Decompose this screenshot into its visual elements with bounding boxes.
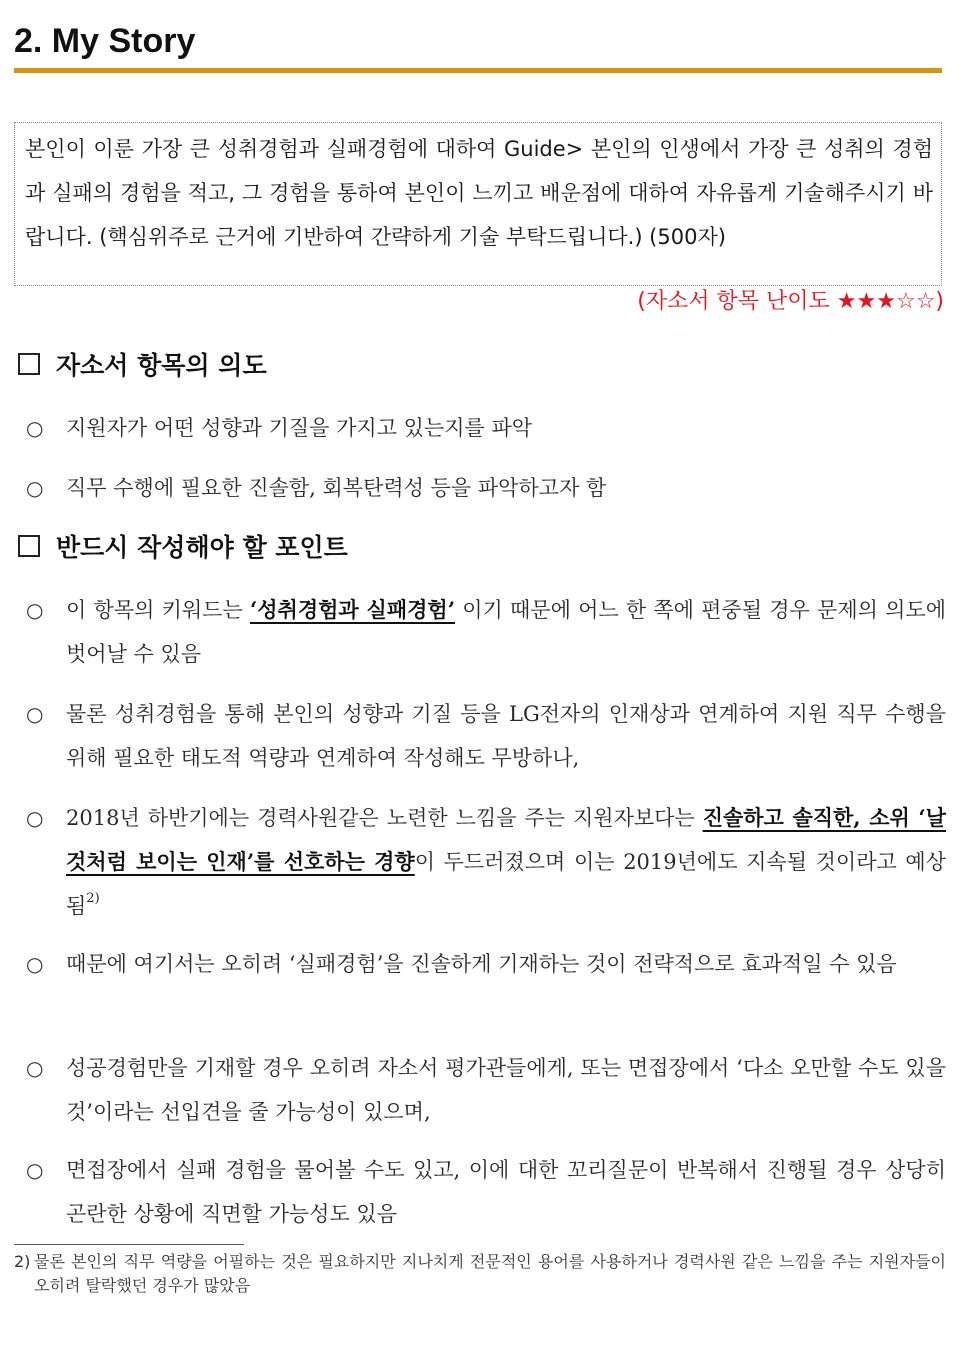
circle-bullet-icon: ○ bbox=[26, 416, 44, 440]
section-heading-points bbox=[14, 528, 348, 564]
circle-bullet-icon: ○ bbox=[26, 1056, 44, 1080]
checkbox-icon bbox=[18, 535, 40, 557]
keyword-highlight: ‘성취경험과 실패경험’ bbox=[249, 597, 456, 622]
page-title: 2. My Story bbox=[14, 22, 196, 60]
title-underline bbox=[14, 68, 942, 73]
list-item bbox=[26, 588, 946, 676]
footnote-number: 2) bbox=[14, 1252, 31, 1271]
circle-bullet-icon: ○ bbox=[26, 476, 44, 500]
section-heading-text: 자소서 항목의 의도 bbox=[56, 351, 267, 380]
question-box bbox=[14, 122, 942, 286]
list-item bbox=[26, 406, 946, 450]
list-item-text: 때문에 여기서는 오히려 ‘실패경험’을 진솔하게 기재하는 것이 전략적으로 효과적일 수 있음 bbox=[66, 952, 897, 976]
circle-bullet-icon: ○ bbox=[26, 952, 44, 976]
list-item bbox=[26, 692, 946, 780]
circle-bullet-icon: ○ bbox=[26, 598, 44, 622]
list-item bbox=[26, 466, 946, 510]
list-item-text bbox=[26, 796, 946, 928]
difficulty-rating: (자소서 항목 난이도 ★★★☆☆) bbox=[637, 289, 944, 314]
list-item-text: 성공경험만을 기재할 경우 오히려 자소서 평가관들에게, 또는 면접장에서 ‘다소 오만할 수도 있을 것’이라는 선입견을 줄 가능성이 있으며, bbox=[66, 1056, 946, 1124]
text-segment: 이 두드러졌으며 이는 2019년에도 지속될 것이라고 예상됨 bbox=[66, 850, 946, 918]
checkbox-icon bbox=[18, 353, 40, 375]
list-item bbox=[26, 942, 946, 986]
list-item bbox=[26, 1046, 946, 1134]
list-item-text bbox=[26, 588, 946, 676]
keyword-highlight: 진솔하고 솔직한, 소위 ‘날것처럼 보이는 인재’를 선호하는 경향 bbox=[66, 805, 946, 874]
list-item bbox=[26, 796, 946, 928]
list-item-text: 물론 성취경험을 통해 본인의 성향과 기질 등을 LG전자의 인재상과 연계하여 지원 직무 수행을 위해 필요한 태도적 역량과 연계하여 작성해도 무방하나, bbox=[66, 702, 946, 770]
section-heading-text: 반드시 작성해야 할 포인트 bbox=[56, 533, 348, 562]
list-item-text: 면접장에서 실패 경험을 물어볼 수도 있고, 이에 대한 꼬리질문이 반복해서 진행될 경우 상당히 곤란한 상황에 직면할 가능성도 있음 bbox=[66, 1158, 946, 1226]
text-segment: 이기 때문에 어느 한 쪽에 편중될 경우 문제의 의도에 벗어날 수 있음 bbox=[66, 598, 946, 666]
footnote-divider bbox=[14, 1244, 244, 1245]
section-heading-intent bbox=[14, 346, 267, 382]
footnote-text: 물론 본인의 직무 역량을 어필하는 것은 필요하지만 지나치게 전문적인 용어를 사용하거나 경력사원 같은 느낌을 주는 지원자들이 오히려 탈락했던 경우가 많았음 bbox=[34, 1252, 946, 1295]
text-segment: 이 항목의 키워드는 bbox=[66, 598, 250, 622]
question-text: 본인이 이룬 가장 큰 성취경험과 실패경험에 대하여 Guide> 본인의 인생에서 가장 큰 성취의 경험과 실패의 경험을 적고, 그 경험을 통하여 본인이 느끼고 배운점에 대하여 자유롭게 기술해주시기 바랍니다. (핵심위주로 근거에 기반하여 간략하게 기술 부탁드립니다.) (500자) bbox=[25, 137, 933, 249]
footnote bbox=[14, 1250, 946, 1298]
footnote-ref: 2) bbox=[86, 891, 100, 906]
circle-bullet-icon: ○ bbox=[26, 806, 44, 830]
list-item-text: 지원자가 어떤 성향과 기질을 가지고 있는지를 파악 bbox=[66, 416, 533, 440]
list-item-text: 직무 수행에 필요한 진솔함, 회복탄력성 등을 파악하고자 함 bbox=[66, 476, 607, 500]
circle-bullet-icon: ○ bbox=[26, 1158, 44, 1182]
text-segment: 2018년 하반기에는 경력사원같은 노련한 느낌을 주는 지원자보다는 bbox=[66, 806, 703, 830]
circle-bullet-icon: ○ bbox=[26, 702, 44, 726]
list-item bbox=[26, 1148, 946, 1236]
